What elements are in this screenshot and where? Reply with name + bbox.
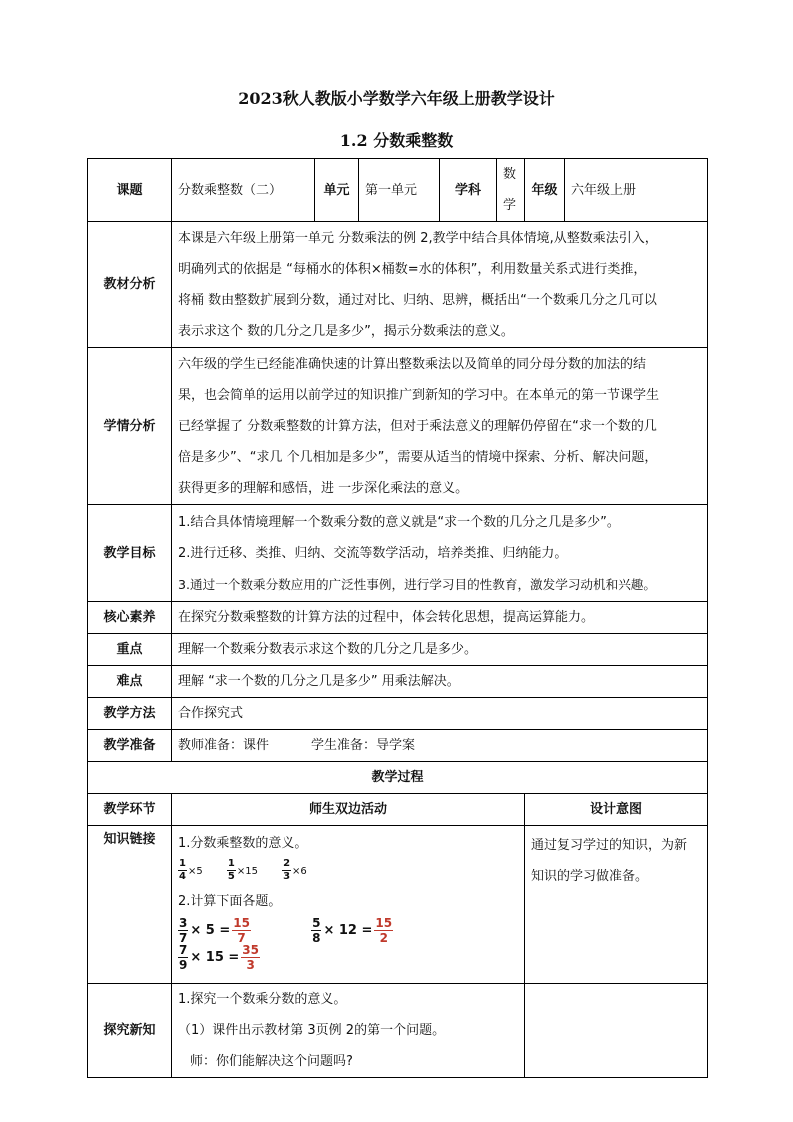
text-line: 2.进行迁移、类推、归纳、交流等数学活动，培养类推、归纳能力。: [178, 545, 568, 561]
knowledge-link-activity: [172, 826, 525, 984]
text-line: 获得更多的理解和感悟，进 一步深化乘法的意义。: [178, 480, 469, 496]
link-item-2: 2.计算下面各题。: [178, 894, 282, 909]
text-line: 师：你们能解决这个问题吗?: [190, 1054, 353, 1069]
grade-label: 年级: [525, 159, 565, 222]
knowledge-link-row: [88, 826, 708, 984]
fraction-examples: [178, 859, 518, 882]
explore-row: [88, 984, 708, 1078]
teaching-prep-label: 教学准备: [88, 730, 172, 762]
difficulty-text: 理解 “求一个数的几分之几是多少” 用乘法解决。: [172, 666, 708, 698]
text-line: 倍是多少”、“求几 个几相加是多少”，需要从适当的情境中探索、分析、解决问题，: [178, 449, 658, 465]
calc-problems: [178, 917, 518, 971]
material-analysis-row: [88, 222, 708, 348]
text-line: 1.探究一个数乘分数的意义。: [178, 992, 347, 1007]
link-item-1: 1.分数乘整数的意义。: [178, 836, 308, 851]
key-point-label: 重点: [88, 634, 172, 666]
process-title-row: [88, 762, 708, 794]
lesson-plan-table: [87, 158, 708, 1078]
teacher-prep: 教师准备：课件: [178, 738, 270, 753]
fraction-expr: $\frac{2}{3}$ ×6: [283, 858, 307, 882]
core-literacy-row: [88, 602, 708, 634]
subject-label: 学科: [440, 159, 497, 222]
unit-value: 第一单元: [359, 159, 440, 222]
teaching-goals-row: [88, 505, 708, 602]
text-line: （1）课件出示教材第 3页例 2的第一个问题。: [178, 1023, 446, 1038]
teaching-method-row: [88, 698, 708, 730]
process-header-row: [88, 794, 708, 826]
text-line: 果，也会简单的运用以前学过的知识推广到新知的学习中。在本单元的第一节课学生: [178, 387, 660, 403]
text-line: 六年级的学生已经能准确快速的计算出整数乘法以及简单的同分母分数的加法的结: [178, 356, 647, 372]
student-analysis-row: [88, 348, 708, 505]
difficulty-label: 难点: [88, 666, 172, 698]
document-subtitle: 1.2 分数乘整数: [339, 131, 454, 150]
col-activity-header: 师生双边活动: [172, 794, 525, 826]
info-row: [88, 159, 708, 222]
grade-value: 六年级上册: [565, 159, 708, 222]
subject-value: 数学: [497, 159, 525, 222]
teaching-goals-label: 教学目标: [88, 505, 172, 602]
key-point-text: 理解一个数乘分数表示求这个数的几分之几是多少。: [172, 634, 708, 666]
text-line: 本课是六年级上册第一单元 分数乘法的例 2,教学中结合具体情境,从整数乘法引入，: [178, 230, 658, 246]
text-line: 知识的学习做准备。: [531, 869, 649, 884]
text-line: 表示求这个 数的几分之几是多少”，揭示分数乘法的意义。: [178, 323, 514, 339]
fraction-expr: $\frac{1}{5}$ ×15: [227, 858, 258, 882]
answer-fraction: $\frac{15}{2}$: [375, 916, 393, 945]
process-title: 教学过程: [88, 762, 708, 794]
text-line: 明确列式的依据是 “每桶水的体积×桶数=水的体积”，利用数量关系式进行类推，: [178, 261, 647, 277]
teaching-goals-text: [172, 505, 708, 602]
text-line: 1.结合具体情境理解一个数乘分数的意义就是“求一个数的几分之几是多少”。: [178, 514, 620, 530]
calc-problem: $\frac{3}{7}$ × 5 = $\frac{15}{7}$: [179, 916, 250, 945]
text-line: 通过复习学过的知识，为新: [531, 838, 688, 853]
student-analysis-text: [172, 348, 708, 505]
unit-label: 单元: [315, 159, 359, 222]
text-line: 将桶 数由整数扩展到分数，通过对比、归纳、思辨，概括出“一个数乘几分之几可以: [178, 292, 657, 308]
calc-problem: $\frac{7}{9}$ × 15 = $\frac{35}{3}$: [179, 943, 259, 972]
teaching-method-text: 合作探究式: [172, 698, 708, 730]
key-point-row: [88, 634, 708, 666]
teaching-prep-text: [172, 730, 708, 762]
answer-fraction: $\frac{35}{3}$: [242, 943, 259, 972]
material-analysis-text: [172, 222, 708, 348]
explore-intent: [525, 984, 708, 1078]
core-literacy-label: 核心素养: [88, 602, 172, 634]
knowledge-link-label: 知识链接: [88, 826, 172, 984]
knowledge-link-intent: [525, 826, 708, 984]
explore-activity: [172, 984, 525, 1078]
teaching-method-label: 教学方法: [88, 698, 172, 730]
topic-label: 课题: [88, 159, 172, 222]
fraction-expr: $\frac{1}{4}$ ×5: [179, 858, 203, 882]
student-prep: 学生准备：导学案: [311, 738, 416, 753]
core-literacy-text: 在探究分数乘整数的计算方法的过程中，体会转化思想，提高运算能力。: [172, 602, 708, 634]
col-stage-header: 教学环节: [88, 794, 172, 826]
topic-value: 分数乘整数（二）: [172, 159, 315, 222]
text-line: 3.通过一个数乘分数应用的广泛性事例，进行学习目的性教育，激发学习动机和兴趣。: [178, 576, 656, 592]
explore-label: 探究新知: [88, 984, 172, 1078]
answer-fraction: $\frac{15}{7}$: [233, 916, 250, 945]
text-line: 已经掌握了 分数乘整数的计算方法，但对于乘法意义的理解仍停留在“求一个数的几: [178, 418, 657, 434]
student-analysis-label: 学情分析: [88, 348, 172, 505]
teaching-prep-row: [88, 730, 708, 762]
difficulty-row: [88, 666, 708, 698]
document-title: 2023秋人教版小学数学六年级上册教学设计: [238, 89, 555, 108]
calc-problem: $\frac{5}{8}$ × 12 = $\frac{15}{2}$: [312, 916, 393, 945]
col-intent-header: 设计意图: [525, 794, 708, 826]
material-analysis-label: 教材分析: [88, 222, 172, 348]
